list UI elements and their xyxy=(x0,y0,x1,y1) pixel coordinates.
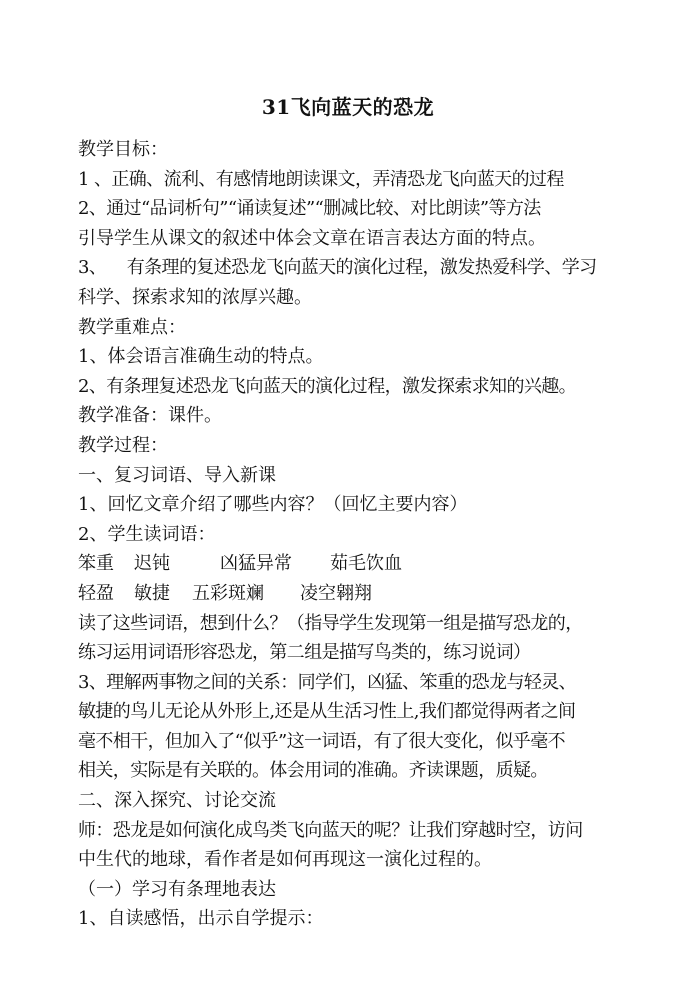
word-item: 敏捷 xyxy=(134,582,170,604)
text-line: 3、 有条理的复述恐龙飞向蓝天的演化过程，激发热爱科学、学习 xyxy=(78,257,597,279)
text-line: 敏捷的鸟儿无论从外形上,还是从生活习性上,我们都觉得两者之间 xyxy=(78,701,576,723)
text-line: 1、回忆文章介绍了哪些内容？（回忆主要内容） xyxy=(78,494,468,516)
text-line: 教学过程： xyxy=(78,434,168,456)
word-item: 茹毛饮血 xyxy=(330,553,402,575)
text-line: 2、学生读词语： xyxy=(78,523,216,545)
text-line: 教学重难点： xyxy=(78,316,186,338)
word-row-1 xyxy=(78,549,623,579)
text-line: 相关，实际是有关联的。体会用词的准确。齐读课题，质疑。 xyxy=(78,760,548,782)
document-title: 31飞向蓝天的恐龙 xyxy=(261,95,435,119)
text-line: 2、通过“品词析句”“诵读复述”“删减比较、对比朗读”等方法 xyxy=(78,198,541,220)
text-line: 练习运用词语形容恐龙，第二组是描写鸟类的，练习说词） xyxy=(78,642,531,664)
text-line: 中生代的地球，看作者是如何再现这一演化过程的。 xyxy=(78,849,492,871)
word-row-2 xyxy=(78,579,623,609)
text-line: 教学目标： xyxy=(78,139,168,160)
text-line: 1 、正确、流利、有感情地朗读课文，弄清恐龙飞向蓝天的过程 xyxy=(78,168,564,190)
word-item: 凶猛异常 xyxy=(220,553,292,575)
document-body xyxy=(78,135,623,934)
word-item: 轻盈 xyxy=(78,582,114,604)
text-line: 1、体会语言准确生动的特点。 xyxy=(78,346,324,368)
text-line: 一、复习词语、导入新课 xyxy=(78,464,276,486)
text-line: 科学、探索求知的浓厚兴趣。 xyxy=(78,286,312,308)
word-item: 凌空翱翔 xyxy=(300,582,372,604)
text-line: 3、理解两事物之间的关系：同学们，凶猛、笨重的恐龙与轻灵、 xyxy=(78,671,577,693)
text-line: 读了这些词语，想到什么？（指导学生发现第一组是描写恐龙的， xyxy=(78,612,583,634)
text-line: 师：恐龙是如何演化成鸟类飞向蓝天的呢？让我们穿越时空，访问 xyxy=(78,819,583,841)
text-line: 教学准备：课件。 xyxy=(78,405,222,427)
text-line: 二、深入探究、讨论交流 xyxy=(78,790,276,812)
text-line: 毫不相干，但加入了“似乎”这一词语，有了很大变化，似乎毫不 xyxy=(78,730,566,752)
word-item: 五彩斑斓 xyxy=(192,582,264,604)
text-line: 1、自读感悟，出示自学提示： xyxy=(78,908,324,930)
text-line: 2、有条理复述恐龙飞向蓝天的演化过程，激发探索求知的兴趣。 xyxy=(78,375,577,397)
word-item: 笨重 xyxy=(78,553,114,575)
text-line: 引导学生从课文的叙述中体会文章在语言表达方面的特点。 xyxy=(78,227,546,249)
text-line: （一）学习有条理地表达 xyxy=(78,878,276,900)
word-item: 迟钝 xyxy=(134,553,170,575)
